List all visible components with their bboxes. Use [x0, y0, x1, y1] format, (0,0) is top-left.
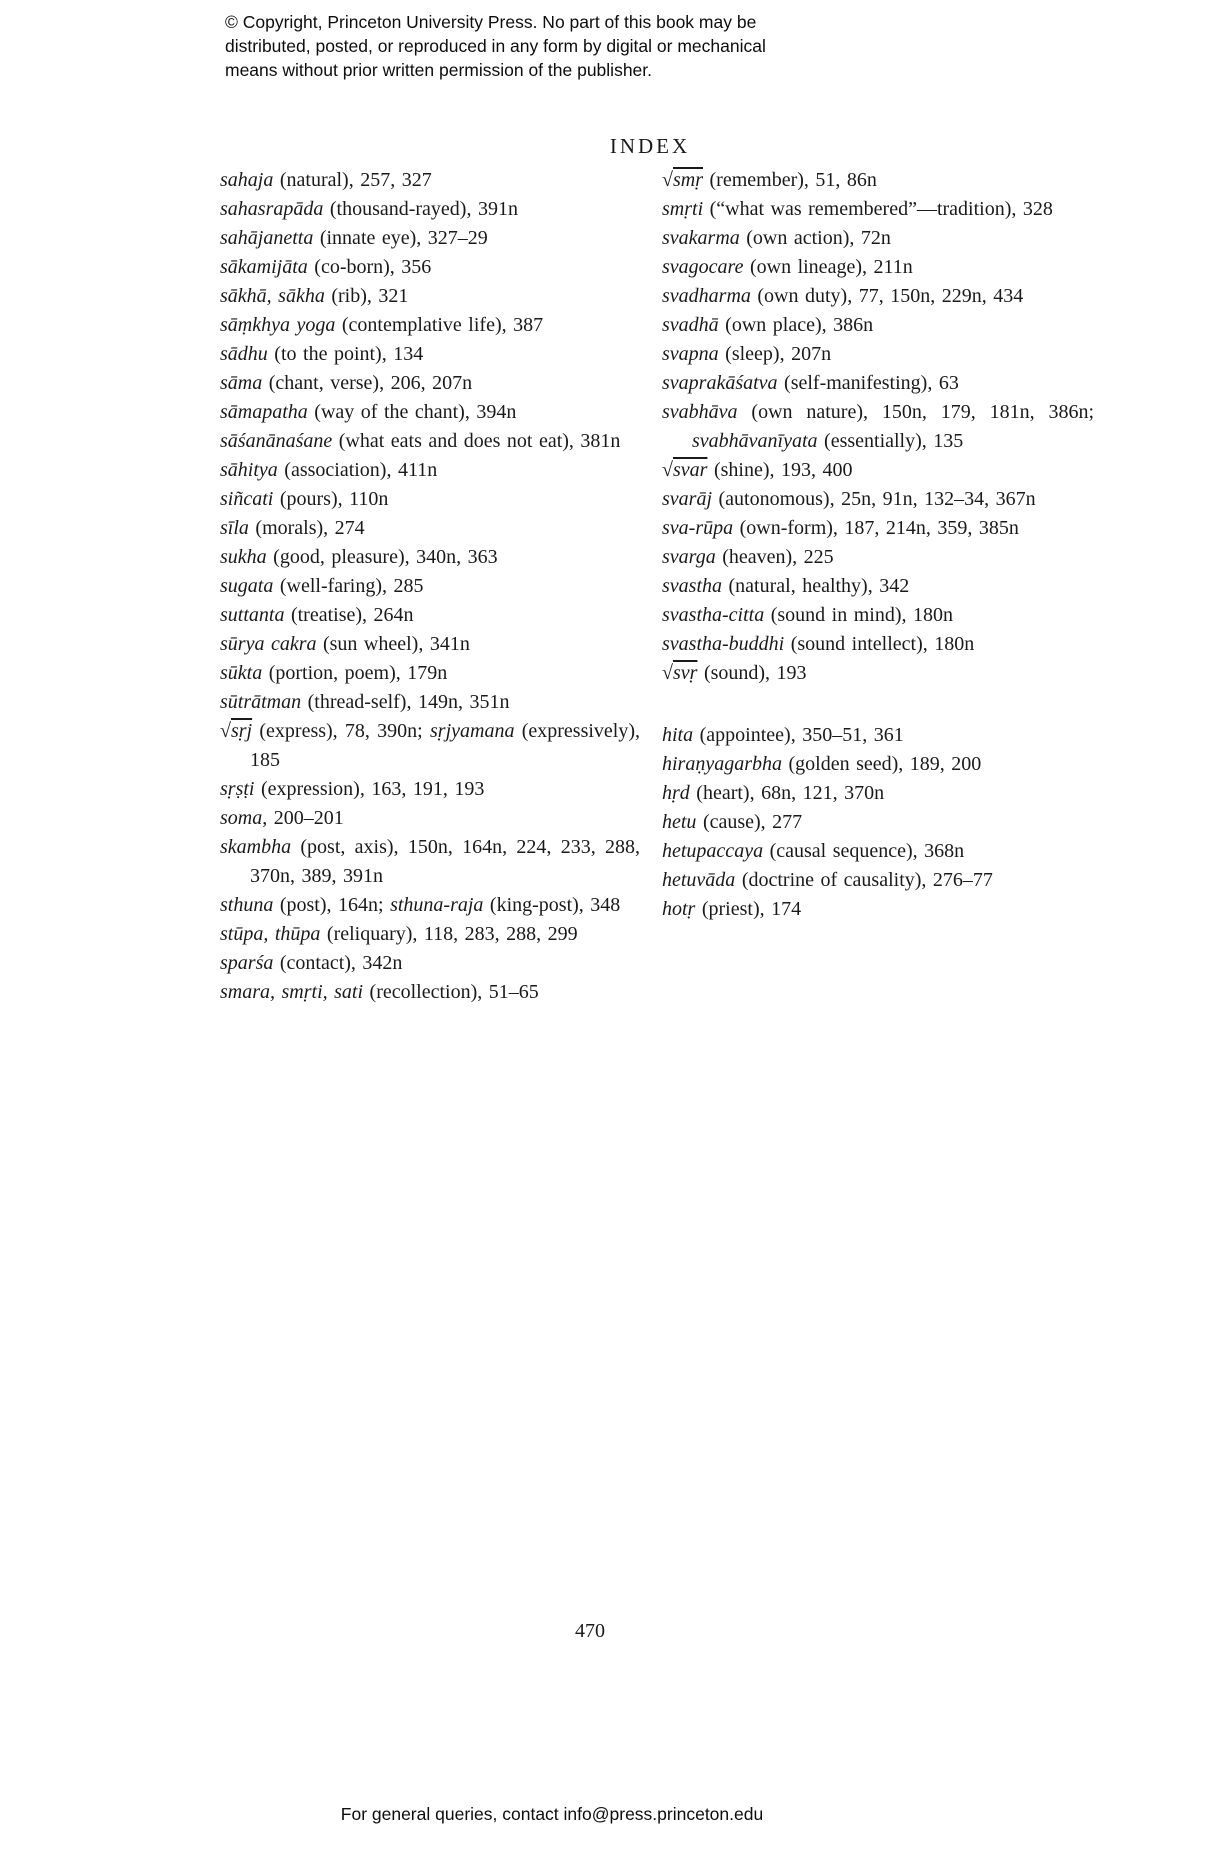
index-entry: svabhāva (own nature), 150n, 179, 181n, 386n; svabhāvanīyata (essentially), 135: [662, 401, 1094, 452]
index-entry: svagocare (own lineage), 211n: [662, 256, 913, 278]
index-entry: sāma (chant, verse), 206, 207n: [220, 372, 473, 394]
index-entry: sahaja (natural), 257, 327: [220, 169, 432, 191]
index-entry: sāmapatha (way of the chant), 394n: [220, 401, 517, 423]
index-entry: sākamijāta (co-born), 356: [220, 256, 432, 278]
index-entry: sīla (morals), 274: [220, 517, 365, 539]
index-entry: svaprakāśatva (self-manifesting), 63: [662, 372, 959, 394]
index-entry: skambha (post, axis), 150n, 164n, 224, 233, 288, 370n, 389, 391n: [220, 836, 640, 887]
page-number: 470: [575, 1620, 605, 1642]
page-title: INDEX: [609, 134, 691, 158]
index-entry: sāṃkhya yoga (contemplative life), 387: [220, 314, 544, 336]
index-entry: sūtrātman (thread-self), 149n, 351n: [220, 691, 510, 713]
index-entry: svastha-buddhi (sound intellect), 180n: [662, 633, 975, 655]
index-entry: svadhā (own place), 386n: [662, 314, 874, 336]
index-entry: svakarma (own action), 72n: [662, 227, 891, 249]
footer-contact: For general queries, contact info@press.princeton.edu: [340, 1804, 764, 1824]
index-entry: sthuna (post), 164n; sthuna-raja (king-post), 348: [220, 894, 621, 916]
index-entry: smara, smṛti, sati (recollection), 51–65: [220, 981, 539, 1003]
index-entry: svarāj (autonomous), 25n, 91n, 132–34, 367n: [662, 488, 1036, 510]
index-entry: sūkta (portion, poem), 179n: [220, 662, 448, 684]
index-entry: √sṛj (express), 78, 390n; sṛjyamana (expressively), 185: [220, 720, 641, 771]
index-entry: sāśanānaśane (what eats and does not eat), 381n: [220, 430, 621, 452]
index-entry: sukha (good, pleasure), 340n, 363: [220, 546, 498, 568]
index-entry: smṛti (“what was remembered”—tradition), 328: [662, 198, 1053, 220]
square-root-sign: √svṛ: [662, 662, 698, 684]
copyright-line: © Copyright, Princeton University Press. No part of this book may be: [225, 12, 757, 32]
index-entry: hṛd (heart), 68n, 121, 370n: [662, 782, 885, 804]
index-entry: sparśa (contact), 342n: [220, 952, 403, 974]
index-entry: √svar (shine), 193, 400: [662, 459, 853, 481]
index-entry: sāhitya (association), 411n: [220, 459, 438, 481]
index-entry: svarga (heaven), 225: [662, 546, 834, 568]
index-entry: suttanta (treatise), 264n: [220, 604, 414, 626]
index-entry: svastha (natural, healthy), 342: [662, 575, 910, 597]
index-entry: svadharma (own duty), 77, 150n, 229n, 434: [662, 285, 1024, 307]
index-column-left: [220, 166, 640, 1007]
copyright-line: distributed, posted, or reproduced in any form by digital or mechanical: [225, 36, 766, 56]
index-entry: sva-rūpa (own-form), 187, 214n, 359, 385n: [662, 517, 1019, 539]
index-entry: soma, 200–201: [220, 807, 344, 829]
index-entry: stūpa, thūpa (reliquary), 118, 283, 288, 299: [220, 923, 578, 945]
index-entry: sahasrapāda (thousand-rayed), 391n: [220, 198, 518, 220]
index-entry: sādhu (to the point), 134: [220, 343, 424, 365]
square-root-sign: √svar: [662, 459, 708, 481]
index-entry: hetu (cause), 277: [662, 811, 803, 833]
index-column-right: [662, 166, 1094, 924]
index-entry: sahājanetta (innate eye), 327–29: [220, 227, 488, 249]
index-entry: hetupaccaya (causal sequence), 368n: [662, 840, 965, 862]
index-entry: sugata (well-faring), 285: [220, 575, 424, 597]
index-entry: svapna (sleep), 207n: [662, 343, 832, 365]
index-entry: hita (appointee), 350–51, 361: [662, 724, 904, 746]
index-entry: hetuvāda (doctrine of causality), 276–77: [662, 869, 993, 891]
index-entry: sṛṣṭi (expression), 163, 191, 193: [220, 778, 485, 800]
index-entry: hiraṇyagarbha (golden seed), 189, 200: [662, 753, 982, 775]
index-entry: siñcati (pours), 110n: [220, 488, 389, 510]
index-entry: √svṛ (sound), 193: [662, 662, 807, 684]
index-entry: √smṛ (remember), 51, 86n: [662, 169, 877, 191]
index-entry: sākhā, sākha (rib), 321: [220, 285, 409, 307]
square-root-sign: √sṛj: [220, 720, 253, 742]
index-entry: svastha-citta (sound in mind), 180n: [662, 604, 953, 626]
index-entry: hotṛ (priest), 174: [662, 898, 802, 920]
copyright-notice: [225, 10, 766, 82]
copyright-line: means without prior written permission of the publisher.: [225, 60, 653, 80]
index-entry: sūrya cakra (sun wheel), 341n: [220, 633, 470, 655]
square-root-sign: √smṛ: [662, 169, 703, 191]
